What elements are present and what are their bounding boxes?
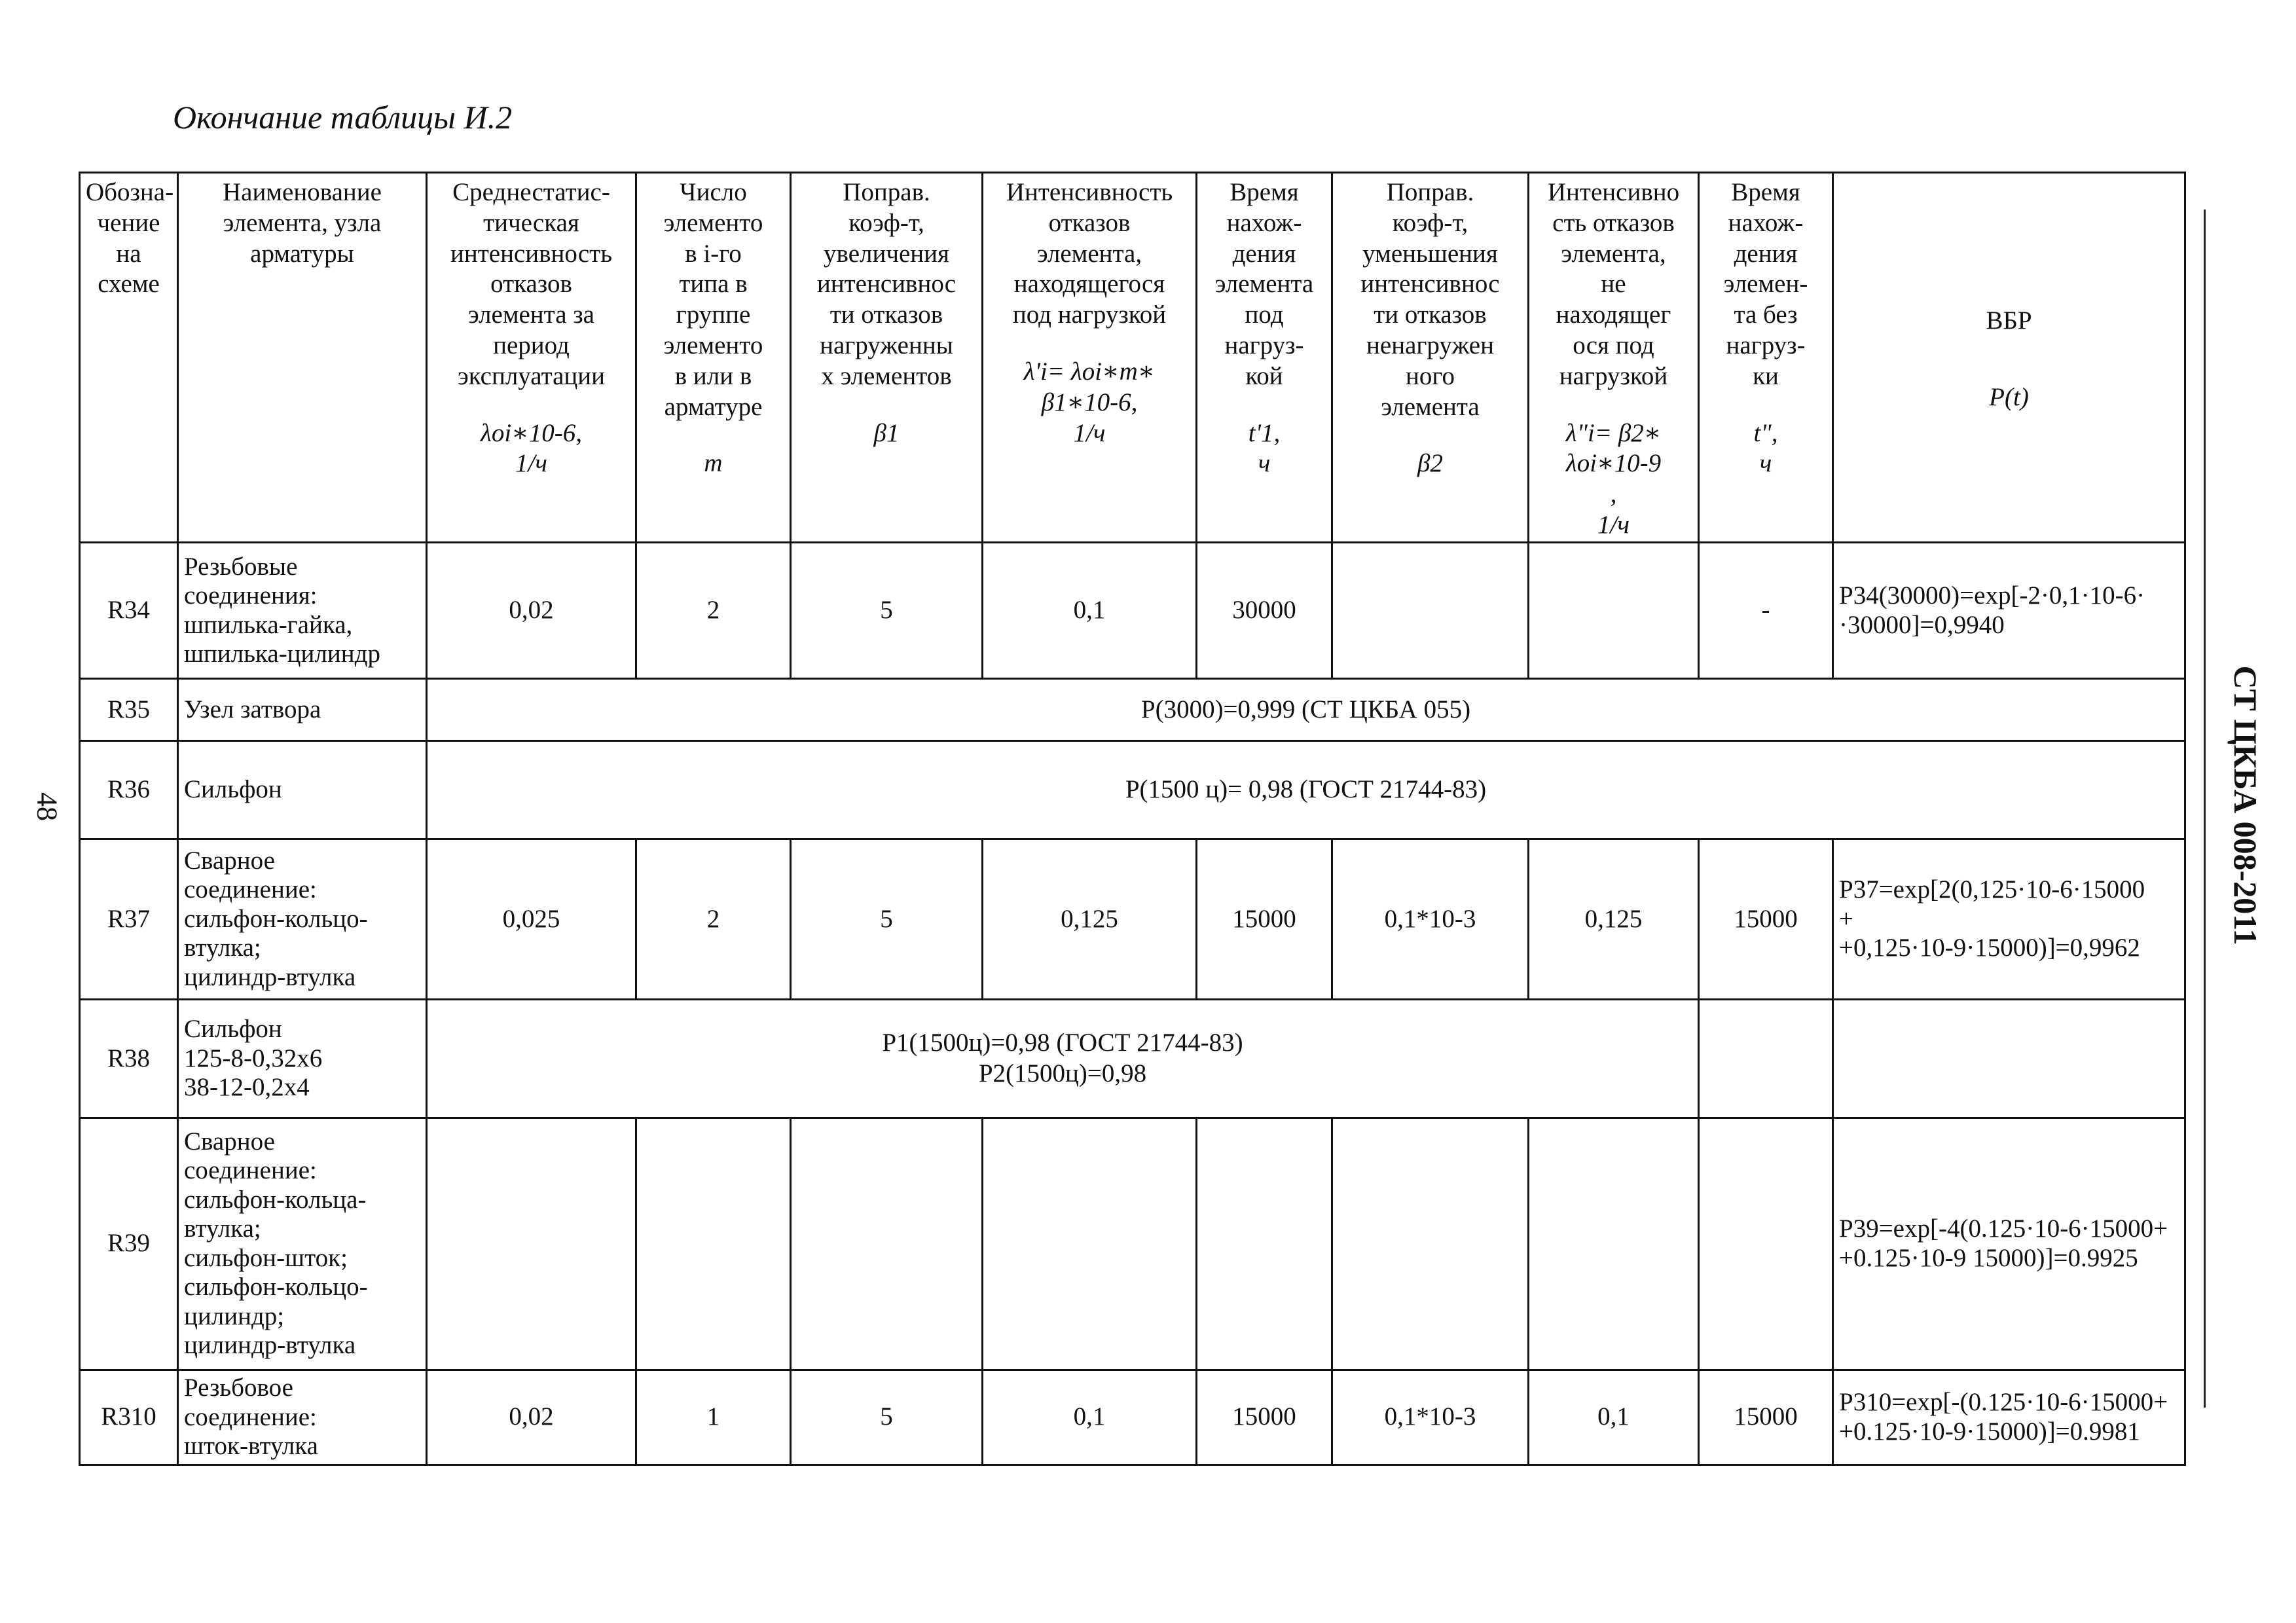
header-symbol: P(t) [1989,383,2029,411]
table-cell: 15000 [1699,839,1833,1000]
header-element-count [636,173,791,543]
merged-reliability-reference: P(1500 ц)= 0,98 (ГОСТ 21744-83) [427,741,2185,839]
table-row [80,1370,2185,1465]
table-row [80,679,2185,741]
table-cell: 1 [636,1370,791,1465]
header-symbol: t", ч [1753,418,1778,478]
header-gap [433,392,630,418]
header-label: Время нахож- дения элемента под нагруз- кой [1214,178,1314,390]
header-load-factor [791,173,983,543]
table-row [80,839,2185,1000]
row-element-name: Резьбовое соединение: шток-втулка [178,1370,427,1465]
table-body [80,543,2185,1465]
row-designation: R310 [80,1370,178,1465]
row-reliability-formula: P39=exp[-4(0.125·10-6·15000+ +0.125·10-9 15000)]=0.9925 [1833,1118,2185,1370]
header-loaded-failure-rate [983,173,1197,543]
header-symbol: λ"i= β2∗ λoi∗10-9 , 1/ч [1565,418,1662,539]
row-element-name: Сварное соединение: сильфон-кольца- втулка; сильфон-шток; сильфон-кольцо- цилиндр; цилиндр-втулка [178,1118,427,1370]
header-symbol: β1 [873,418,900,447]
merged-reliability-reference: P(3000)=0,999 (СТ ЦКБА 055) [427,679,2185,741]
table-cell: 0,02 [427,1370,636,1465]
header-gap [1203,392,1326,418]
table-cell [427,1118,636,1370]
page-number: 48 [31,792,64,821]
header-unload-factor [1332,173,1529,543]
row-element-name: Узел затвора [178,679,427,741]
table-cell: 15000 [1197,839,1332,1000]
row-designation: R38 [80,1000,178,1118]
header-symbol: t'1, ч [1248,418,1281,478]
row-designation: R34 [80,543,178,679]
table-row [80,741,2185,839]
header-symbol: m [704,449,723,478]
table-cell: - [1699,543,1833,679]
table-cell: 0,1 [1529,1370,1699,1465]
header-label: Время нахож- дения элемен- та без нагруз- ки [1723,178,1808,390]
header-gap [797,392,976,418]
header-symbol: λ'i= λoi∗m∗ β1∗10-6, 1/ч [1023,357,1156,447]
header-label: ВБР [1986,306,2032,335]
header-label: Среднестатис- тическая интенсивность отказов элемента за период эксплуатации [450,178,613,390]
table-cell [1529,1118,1699,1370]
header-symbol: β2 [1417,449,1443,478]
table-row [80,1118,2185,1370]
row-designation: R39 [80,1118,178,1370]
table-cell: 0,1 [983,543,1197,679]
table-cell: 0,125 [1529,839,1699,1000]
header-unloaded-time [1699,173,1833,543]
header-label: Интенсивность отказов элемента, находящегося под нагрузкой [1006,178,1173,329]
table-cell: 2 [636,543,791,679]
row-designation: R35 [80,679,178,741]
header-reliability [1833,173,2185,543]
table-cell [1699,1118,1833,1370]
row-designation: R36 [80,741,178,839]
merged-reliability-reference: P1(1500ц)=0,98 (ГОСТ 21744-83) P2(1500ц)=0,98 [427,1000,1699,1118]
table-cell [1699,1000,1833,1118]
row-designation: R37 [80,839,178,1000]
table-cell: 5 [791,1370,983,1465]
row-reliability-formula: P310=exp[-(0.125·10-6·15000+ +0.125·10-9·15000)]=0.9981 [1833,1370,2185,1465]
header-label: Поправ. коэф-т, увеличения интенсивнос ти отказов нагруженны х элементов [816,178,957,390]
table-cell [636,1118,791,1370]
header-gap [1705,392,1827,418]
table-caption: Окончание таблицы И.2 [173,99,513,136]
table-cell [1529,543,1699,679]
header-label: Интенсивно сть отказов элемента, не находящег ося под нагрузкой [1547,178,1680,390]
table-cell [1833,1000,2185,1118]
document-code: СТ ЦКБА 008-2011 [2227,665,2264,945]
table-header [80,173,2185,543]
row-reliability-formula: P34(30000)=exp[-2·0,1·10-6· ·30000]=0,9940 [1833,543,2185,679]
table-cell: 2 [636,839,791,1000]
table-cell [1332,543,1529,679]
header-designation [80,173,178,543]
header-gap [642,422,784,448]
margin-rule [2204,210,2206,1408]
header-element-name [178,173,427,543]
table-cell: 0,025 [427,839,636,1000]
header-label: Поправ. коэф-т, уменьшения интенсивнос ти отказов ненагружен ного элемента [1360,178,1500,421]
table-cell: 0,1*10-3 [1332,1370,1529,1465]
row-element-name: Сварное соединение: сильфон-кольцо- втулка; цилиндр-втулка [178,839,427,1000]
table-cell: 5 [791,543,983,679]
table-cell [1332,1118,1529,1370]
table-cell [983,1118,1197,1370]
table-row [80,543,2185,679]
header-avg-failure-rate [427,173,636,543]
header-gap [989,331,1190,357]
header-label: Число элементо в i-го типа в группе элементо в или в арматуре [663,178,763,421]
header-label: Обозна- чение на схеме [86,178,174,299]
row-element-name: Сильфон 125-8-0,32х6 38-12-0,2х4 [178,1000,427,1118]
table-cell: 30000 [1197,543,1332,679]
table-row [80,1000,2185,1118]
header-gap [1535,392,1692,418]
table-cell: 0,125 [983,839,1197,1000]
header-label: Наименование элемента, узла арматуры [223,178,382,268]
header-gap [1338,422,1522,448]
header-unloaded-failure-rate [1529,173,1699,543]
table-cell: 15000 [1197,1370,1332,1465]
row-element-name: Сильфон [178,741,427,839]
table-cell: 5 [791,839,983,1000]
header-loaded-time [1197,173,1332,543]
table-cell [791,1118,983,1370]
table-cell [1197,1118,1332,1370]
row-reliability-formula: P37=exp[2(0,125·10-6·15000 + +0,125·10-9·15000)]=0,9962 [1833,839,2185,1000]
header-symbol: λoi∗10-6, 1/ч [481,418,582,478]
table-cell: 0,1*10-3 [1332,839,1529,1000]
table-cell: 15000 [1699,1370,1833,1465]
table-cell: 0,02 [427,543,636,679]
reliability-table [79,172,2186,1466]
row-element-name: Резьбовые соединения: шпилька-гайка, шпилька-цилиндр [178,543,427,679]
table-cell: 0,1 [983,1370,1197,1465]
header-gap [1839,337,2179,382]
header-row [80,173,2185,543]
